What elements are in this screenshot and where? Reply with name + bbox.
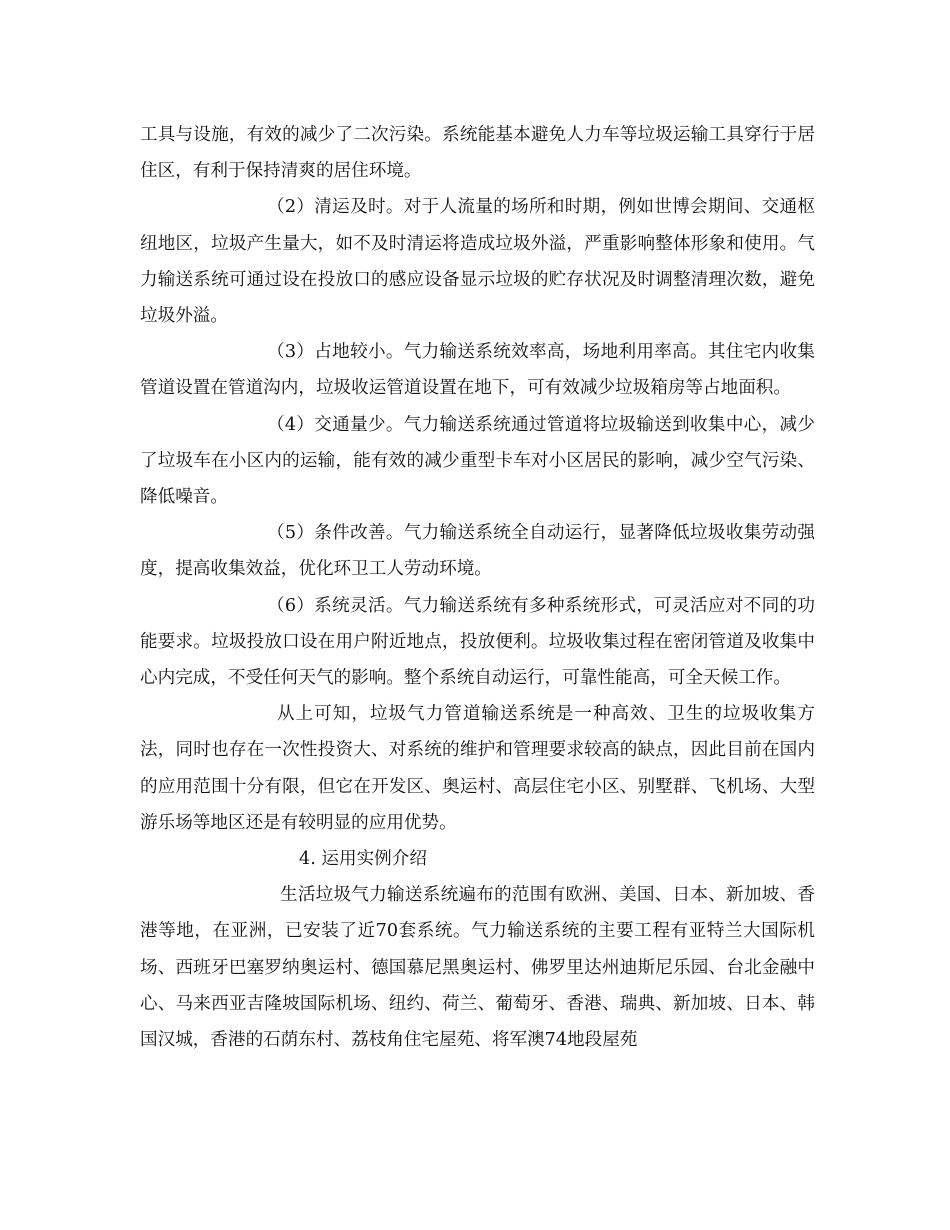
document-body xyxy=(140,117,815,1058)
paragraph-examples: 生活垃圾气力输送系统遍布的范围有欧洲、美国、日本、新加坡、香港等地，在亚洲，已安装了近70套系统。气力输送系统的主要工程有亚特兰大国际机场、西班牙巴塞罗纳奥运村、德国慕尼黑奥运村、佛罗里达州迪斯尼乐园、台北金融中心、马来西亚吉隆坡国际机场、纽约、荷兰、葡萄牙、香港、瑞典、新加坡、日本、韩国汉城，香港的石荫东村、荔枝角住宅屋苑、将军澳74地段屋苑 xyxy=(140,885,815,1051)
paragraph-item-6: （6）系统灵活。气力输送系统有多种系统形式，可灵活应对不同的功能要求。垃圾投放口设在用户附近地点，投放便利。垃圾收集过程在密闭管道及收集中心内完成，不受任何天气的影响。整个系统自动运行，可靠性能高，可全天候工作。 xyxy=(140,595,815,689)
paragraph-continuation: 工具与设施，有效的减少了二次污染。系统能基本避免人力车等垃圾运输工具穿行于居住区，有利于保持清爽的居住环境。 xyxy=(140,125,815,182)
paragraph-item-2: （2）清运及时。对于人流量的场所和时期，例如世博会期间、交通枢纽地区，垃圾产生量大，如不及时清运将造成垃圾外溢，严重影响整体形象和使用。气力输送系统可通过设在投放口的感应设备显示垃圾的贮存状况及时调整清理次数，避免垃圾外溢。 xyxy=(140,197,815,327)
section-heading: 4. 运用实例介绍 xyxy=(299,849,427,870)
paragraph-summary: 从上可知，垃圾气力管道输送系统是一种高效、卫生的垃圾收集方法，同时也存在一次性投资大、对系统的维护和管理要求较高的缺点，因此目前在国内的应用范围十分有限，但它在开发区、奥运村、高层住宅小区、别墅群、飞机场、大型游乐场等地区还是有较明显的应用优势。 xyxy=(140,704,815,833)
paragraph-item-4: （4）交通量少。气力输送系统通过管道将垃圾输送到收集中心，减少了垃圾车在小区内的运输，能有效的减少重型卡车对小区居民的影响，减少空气污染、降低噪音。 xyxy=(140,414,815,508)
paragraph-item-3: （3）占地较小。气力输送系统效率高，场地利用率高。其住宅内收集管道设置在管道沟内，垃圾收运管道设置在地下，可有效减少垃圾箱房等占地面积。 xyxy=(140,342,815,399)
paragraph-item-5: （5）条件改善。气力输送系统全自动运行，显著降低垃圾收集劳动强度，提高收集效益，优化环卫工人劳动环境。 xyxy=(140,523,815,580)
